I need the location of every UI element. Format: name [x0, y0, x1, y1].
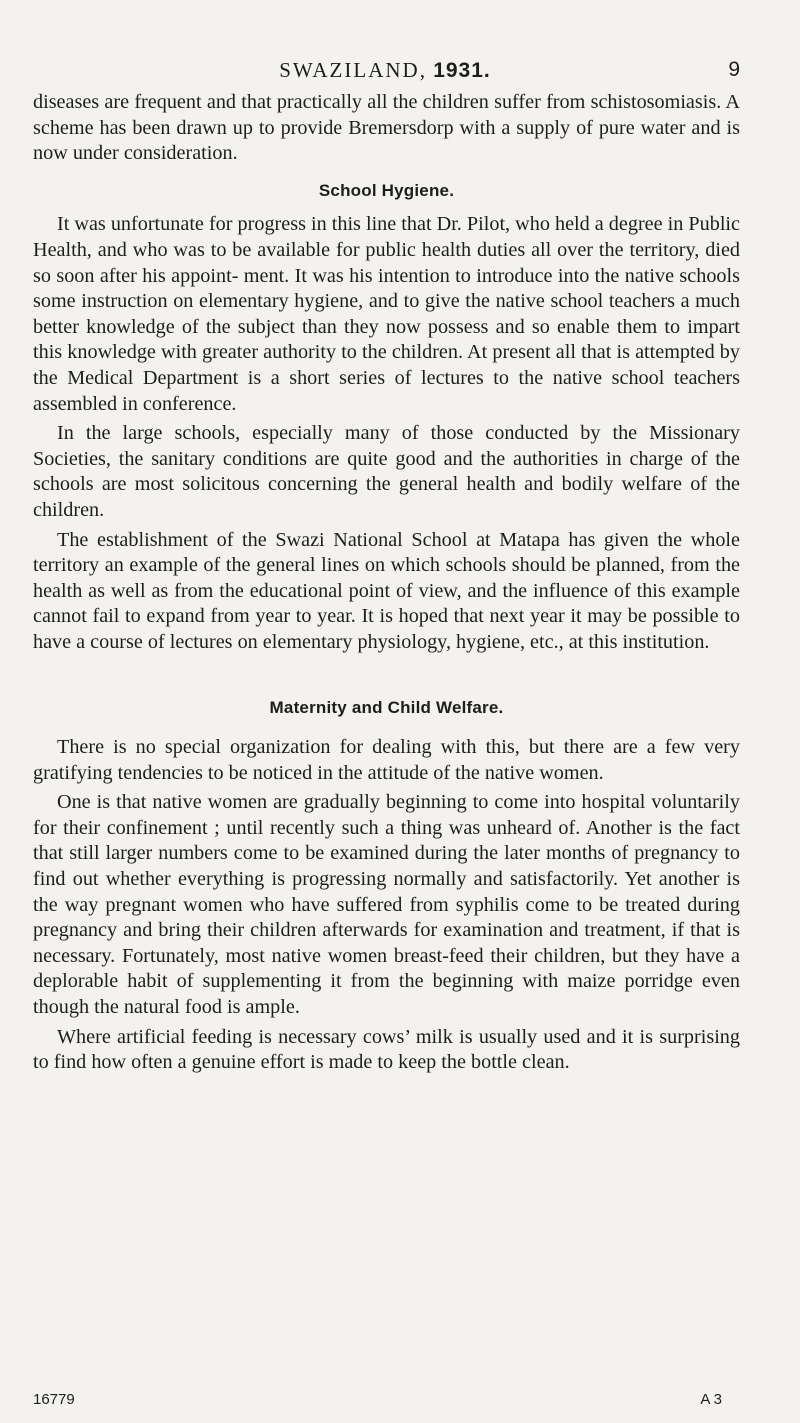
signature-mark: A 3 [700, 1391, 722, 1408]
body-text [33, 90, 740, 1076]
paragraph: The establishment of the Swazi National School at Matapa has given the whole territory an example of the general lines on which schools should be planned, from the health as well as from the educational point of view, and the influence of this example cannot fail to expand from year to year. It is hoped that next year it may be possible to have a course of lectures on elementary physiology, hygiene, etc., at this institution. [33, 528, 740, 653]
page-number: 9 [728, 58, 740, 81]
paragraph: One is that native women are gradually beginning to come into hospital voluntarily for their confinement ; until recently such a thing was unheard of. Another is the fact that still larger numbers come to be examined during the later months of pregnancy to find out whether everything is progressing normally and satisfactorily. Yet another is the way pregnant women who have suffered from syphilis come to be treated during pregnancy and bring their children afterwards for examination and treatment, if that is necessary. Fortunately, most native women breast-feed their children, but they have a deplorable habit of supplementing it from the beginning with maize porridge even though the natural food is ample. [33, 791, 740, 1018]
section-heading-maternity: Maternity and Child Welfare. [269, 698, 504, 718]
paragraph: It was unfortunate for progress in this line that Dr. Pilot, who held a degree in Public Health, and who was to be available for public health duties all over the territory, died so soon after his appoint- ment. It was his intention to introduce into the native schools some instruction on elementary hygiene, and to give the native school teachers a much better knowledge of the subject than they now possess and so enable them to impart this knowledge with greater authority to the children. At present all that is attempted by the Medical Department is a short series of lectures to the native school teachers assembled in conference. [33, 213, 740, 415]
running-head [30, 58, 740, 88]
paragraph: Where artificial feeding is necessary cows’ milk is usually used and it is surprising to find how often a genuine effort is made to keep the bottle clean. [33, 1025, 740, 1074]
paragraph: In the large schools, especially many of those conducted by the Missionary Societies, the sanitary conditions are quite good and the authorities in charge of the schools are most solicitous concerning the general health and bodily welfare of the children. [33, 422, 740, 521]
paragraph-continued: diseases are frequent and that practically all the children suffer from schistosomiasis. A scheme has been drawn up to provide Bremersdorp with a supply of pure water and is now under consideration. [33, 91, 740, 165]
paragraph: There is no special organization for dealing with this, but there are a few very gratifying tendencies to be noticed in the attitude of the native women. [33, 736, 740, 784]
print-number: 16779 [33, 1391, 75, 1408]
running-title-country: SWAZILAND, [279, 58, 427, 82]
running-title [30, 58, 740, 83]
running-title-year: 1931. [433, 59, 491, 82]
section-heading-school-hygiene: School Hygiene. [318, 180, 455, 200]
